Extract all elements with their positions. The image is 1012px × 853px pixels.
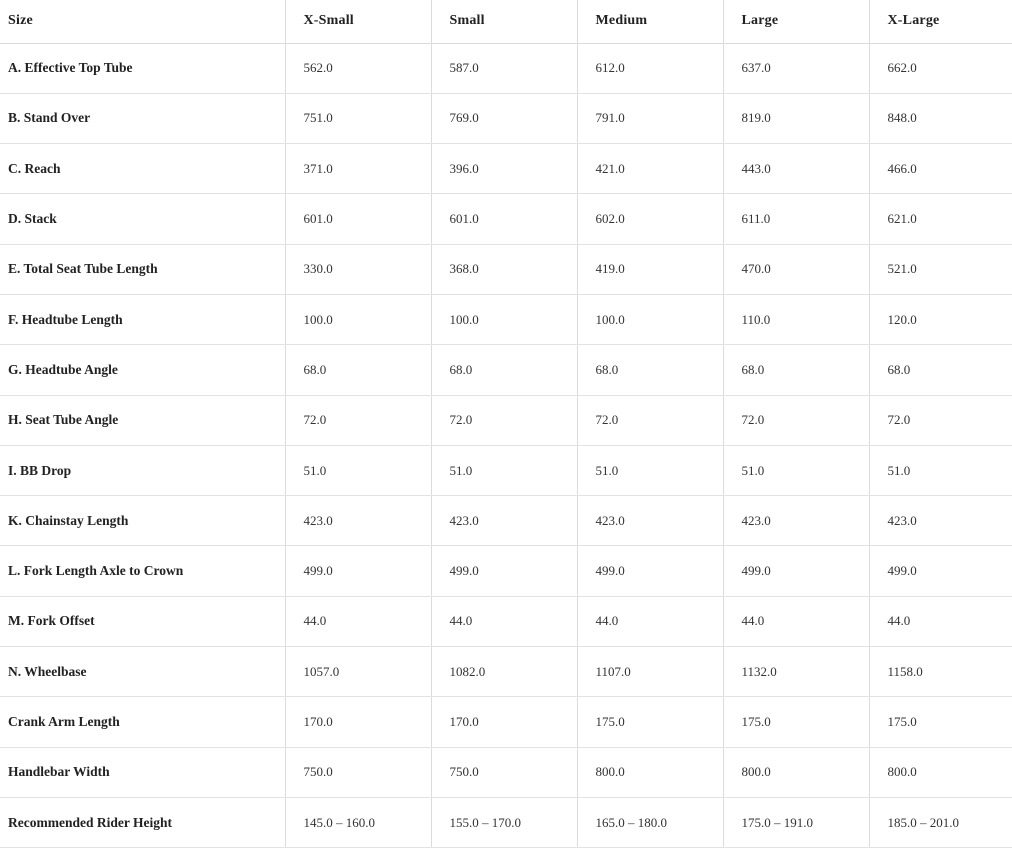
table-cell: 68.0 [431, 345, 577, 395]
table-cell: 499.0 [577, 546, 723, 596]
table-cell: 51.0 [577, 445, 723, 495]
row-label: Recommended Rider Height [0, 797, 285, 847]
table-cell: 1057.0 [285, 647, 431, 697]
table-cell: 587.0 [431, 43, 577, 93]
table-cell: 423.0 [577, 496, 723, 546]
row-label: B. Stand Over [0, 93, 285, 143]
table-cell: 72.0 [869, 395, 1012, 445]
table-cell: 110.0 [723, 294, 869, 344]
table-cell: 1132.0 [723, 647, 869, 697]
table-cell: 44.0 [431, 596, 577, 646]
table-row [0, 244, 1012, 294]
table-body [0, 43, 1012, 848]
table-cell: 51.0 [723, 445, 869, 495]
table-cell: 423.0 [869, 496, 1012, 546]
row-label: H. Seat Tube Angle [0, 395, 285, 445]
table-cell: 419.0 [577, 244, 723, 294]
table-row [0, 496, 1012, 546]
table-cell: 421.0 [577, 144, 723, 194]
table-cell: 396.0 [431, 144, 577, 194]
table-cell: 423.0 [723, 496, 869, 546]
row-label: D. Stack [0, 194, 285, 244]
table-row [0, 294, 1012, 344]
row-label: Crank Arm Length [0, 697, 285, 747]
table-cell: 100.0 [577, 294, 723, 344]
table-cell: 1158.0 [869, 647, 1012, 697]
column-header-size: Size [0, 0, 285, 43]
table-cell: 1107.0 [577, 647, 723, 697]
table-cell: 44.0 [869, 596, 1012, 646]
table-row [0, 43, 1012, 93]
table-cell: 175.0 – 191.0 [723, 797, 869, 847]
row-label: K. Chainstay Length [0, 496, 285, 546]
row-label: M. Fork Offset [0, 596, 285, 646]
table-cell: 601.0 [285, 194, 431, 244]
table-row [0, 93, 1012, 143]
table-cell: 68.0 [869, 345, 1012, 395]
table-cell: 499.0 [285, 546, 431, 596]
table-cell: 443.0 [723, 144, 869, 194]
table-cell: 170.0 [285, 697, 431, 747]
row-label: G. Headtube Angle [0, 345, 285, 395]
table-row [0, 596, 1012, 646]
table-cell: 791.0 [577, 93, 723, 143]
table-cell: 601.0 [431, 194, 577, 244]
table-cell: 175.0 [723, 697, 869, 747]
table-cell: 470.0 [723, 244, 869, 294]
table-cell: 100.0 [285, 294, 431, 344]
table-cell: 800.0 [869, 747, 1012, 797]
table-row [0, 144, 1012, 194]
table-cell: 44.0 [285, 596, 431, 646]
table-cell: 51.0 [285, 445, 431, 495]
table-cell: 499.0 [869, 546, 1012, 596]
table-cell: 330.0 [285, 244, 431, 294]
table-row [0, 546, 1012, 596]
table-cell: 72.0 [723, 395, 869, 445]
table-cell: 185.0 – 201.0 [869, 797, 1012, 847]
table-row [0, 194, 1012, 244]
table-cell: 521.0 [869, 244, 1012, 294]
column-header-small: Small [431, 0, 577, 43]
column-header-medium: Medium [577, 0, 723, 43]
table-cell: 662.0 [869, 43, 1012, 93]
table-cell: 175.0 [869, 697, 1012, 747]
column-header-x-large: X-Large [869, 0, 1012, 43]
table-cell: 750.0 [285, 747, 431, 797]
table-cell: 120.0 [869, 294, 1012, 344]
table-cell: 100.0 [431, 294, 577, 344]
table-row [0, 747, 1012, 797]
table-row [0, 797, 1012, 847]
table-cell: 165.0 – 180.0 [577, 797, 723, 847]
table-cell: 466.0 [869, 144, 1012, 194]
table-cell: 819.0 [723, 93, 869, 143]
table-cell: 499.0 [723, 546, 869, 596]
row-label: A. Effective Top Tube [0, 43, 285, 93]
table-cell: 155.0 – 170.0 [431, 797, 577, 847]
table-row [0, 345, 1012, 395]
row-label: L. Fork Length Axle to Crown [0, 546, 285, 596]
table-cell: 170.0 [431, 697, 577, 747]
table-cell: 68.0 [577, 345, 723, 395]
table-cell: 612.0 [577, 43, 723, 93]
table-cell: 1082.0 [431, 647, 577, 697]
table-row [0, 445, 1012, 495]
column-header-large: Large [723, 0, 869, 43]
row-label: F. Headtube Length [0, 294, 285, 344]
table-cell: 602.0 [577, 194, 723, 244]
row-label: E. Total Seat Tube Length [0, 244, 285, 294]
column-header-x-small: X-Small [285, 0, 431, 43]
row-label: N. Wheelbase [0, 647, 285, 697]
table-cell: 423.0 [285, 496, 431, 546]
table-cell: 175.0 [577, 697, 723, 747]
table-cell: 800.0 [723, 747, 869, 797]
table-cell: 68.0 [285, 345, 431, 395]
table-cell: 72.0 [431, 395, 577, 445]
table-cell: 145.0 – 160.0 [285, 797, 431, 847]
table-cell: 800.0 [577, 747, 723, 797]
table-cell: 499.0 [431, 546, 577, 596]
table-cell: 51.0 [869, 445, 1012, 495]
table-cell: 562.0 [285, 43, 431, 93]
table-cell: 769.0 [431, 93, 577, 143]
table-cell: 368.0 [431, 244, 577, 294]
table-cell: 637.0 [723, 43, 869, 93]
table-row [0, 395, 1012, 445]
row-label: Handlebar Width [0, 747, 285, 797]
table-cell: 423.0 [431, 496, 577, 546]
table-header [0, 0, 1012, 43]
table-cell: 621.0 [869, 194, 1012, 244]
table-cell: 72.0 [577, 395, 723, 445]
table-cell: 68.0 [723, 345, 869, 395]
table-cell: 44.0 [723, 596, 869, 646]
table-cell: 44.0 [577, 596, 723, 646]
table-header-row [0, 0, 1012, 43]
table-cell: 750.0 [431, 747, 577, 797]
table-cell: 371.0 [285, 144, 431, 194]
table-row [0, 647, 1012, 697]
table-cell: 51.0 [431, 445, 577, 495]
table-cell: 611.0 [723, 194, 869, 244]
table-cell: 751.0 [285, 93, 431, 143]
row-label: C. Reach [0, 144, 285, 194]
table-cell: 72.0 [285, 395, 431, 445]
table-row [0, 697, 1012, 747]
row-label: I. BB Drop [0, 445, 285, 495]
table-cell: 848.0 [869, 93, 1012, 143]
